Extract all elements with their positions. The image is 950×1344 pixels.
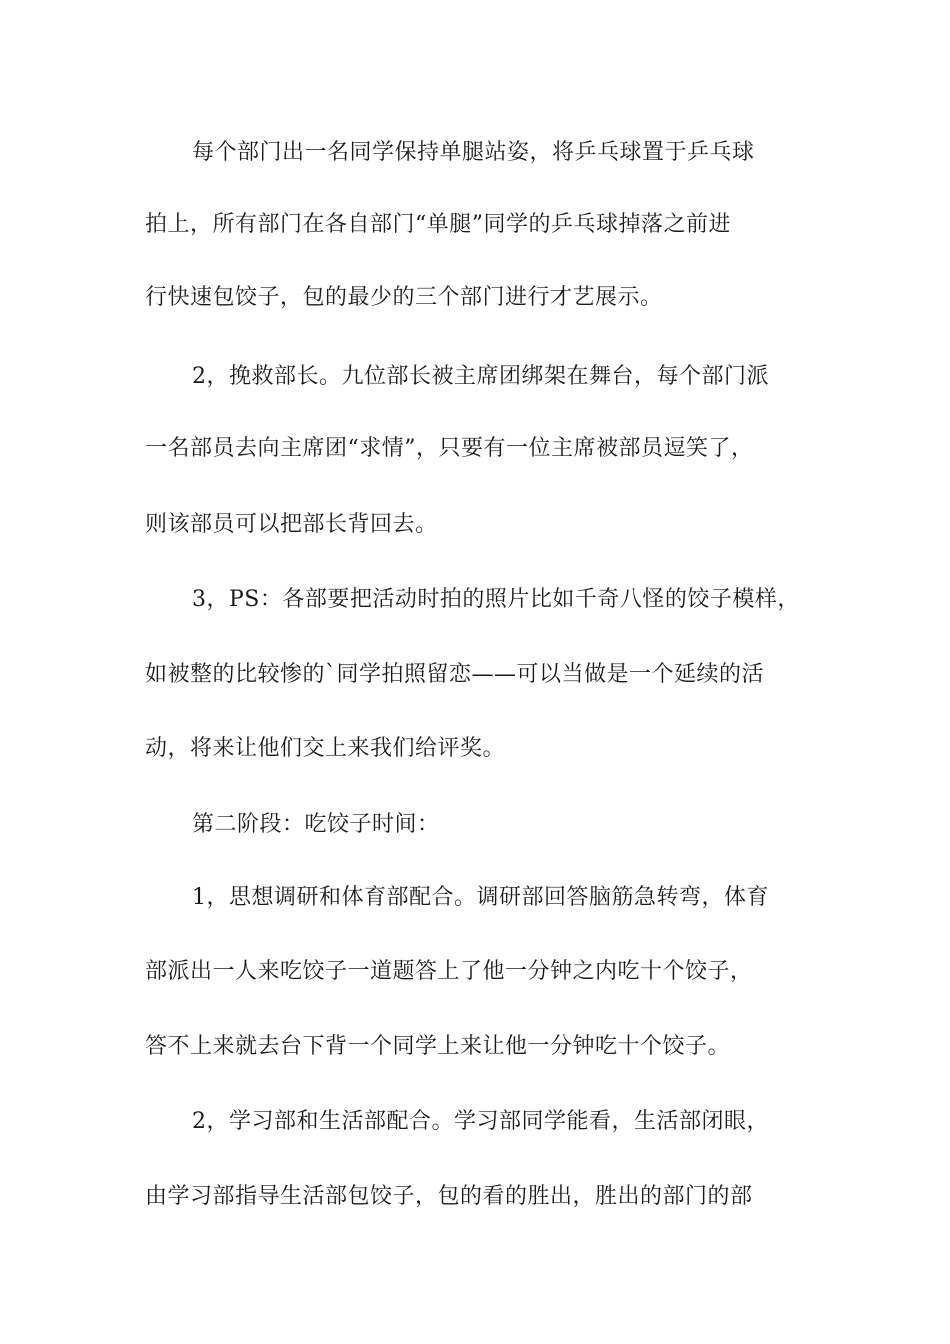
text-line-7: 3，PS：各部要把活动时拍的照片比如千奇八怪的饺子模样，: [192, 587, 800, 612]
text-line-6: 则该部员可以把部长背回去。: [145, 512, 438, 537]
text-line-4: 2，挽救部长。九位部长被主席团绑架在舞台，每个部门派: [192, 364, 769, 389]
text-line-2: 拍上，所有部门在各自部门“单腿”同学的乒乓球掉落之前进: [145, 212, 731, 237]
text-line-15: 由学习部指导生活部包饺子，包的看的胜出，胜出的部门的部: [145, 1184, 753, 1209]
text-line-3: 行快速包饺子，包的最少的三个部门进行才艺展示。: [145, 285, 663, 310]
text-line-5: 一名部员去向主席团“求情”，只要有一位主席被部员逗笑了，: [145, 436, 754, 461]
text-line-11: 1，思想调研和体育部配合。调研部回答脑筋急转弯，体育: [192, 885, 769, 910]
text-line-14: 2，学习部和生活部配合。学习部同学能看，生活部闭眼，: [192, 1109, 769, 1134]
text-line-8: 如被整的比较惨的`同学拍照留恋——可以当做是一个延续的活: [145, 662, 765, 687]
text-line-10: 第二阶段：吃饺子时间：: [192, 812, 440, 837]
text-line-12: 部派出一人来吃饺子一道题答上了他一分钟之内吃十个饺子，: [145, 959, 753, 984]
text-line-9: 动，将来让他们交上来我们给评奖。: [145, 736, 506, 761]
text-line-1: 每个部门出一名同学保持单腿站姿，将乒乓球置于乒乓球: [192, 140, 755, 165]
text-line-13: 答不上来就去台下背一个同学上来让他一分钟吃十个饺子。: [145, 1034, 731, 1059]
